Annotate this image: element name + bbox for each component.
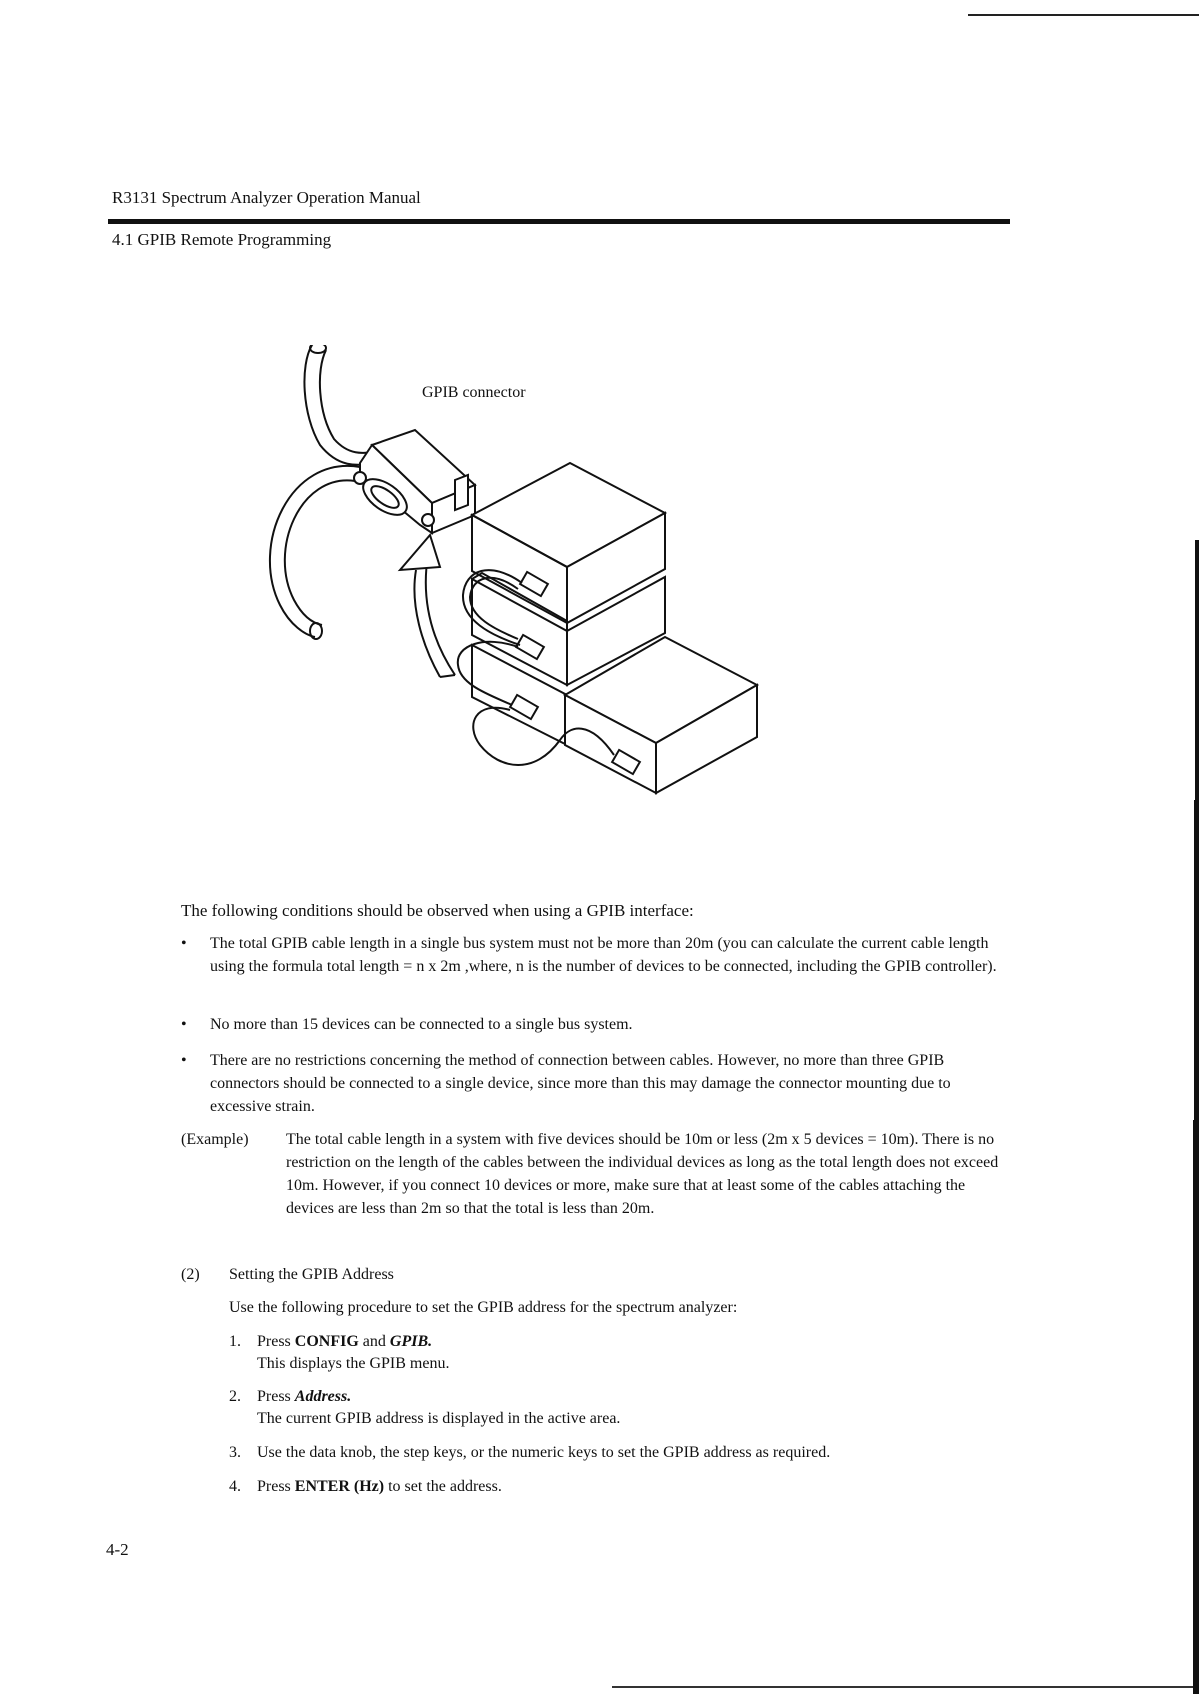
condition-bullet	[181, 1049, 1011, 1118]
step-detail: This displays the GPIB menu.	[257, 1355, 450, 1372]
gpib-connection-illustration	[260, 345, 830, 865]
step-number: 2.	[229, 1388, 241, 1405]
procedure-intro: Use the following procedure to set the GPIB address for the spectrum analyzer:	[229, 1299, 738, 1316]
bullet-text: There are no restrictions concerning the method of connection between cables. However, no more than three GPIB connectors should be connected to a single device, since more than this may damage the connector mounting due to excessive strain.	[210, 1052, 951, 1115]
step-text: and	[358, 1333, 390, 1350]
scan-edge-shadow	[1188, 0, 1199, 1694]
top-edge-rule	[968, 14, 1199, 16]
bullet-dot: •	[181, 1052, 187, 1069]
curved-arrow	[400, 535, 455, 677]
bullet-text: The total GPIB cable length in a single bus system must not be more than 20m (you can calculate the current cable length using the formula total length = n x 2m ,where, n is the number of devices to be connected, including the GPIB controller).	[210, 935, 997, 975]
step-number: 4.	[229, 1478, 241, 1495]
conditions-intro: The following conditions should be observed when using a GPIB interface:	[181, 901, 694, 920]
step-text: Press	[257, 1333, 295, 1350]
step-detail: The current GPIB address is displayed in the active area.	[257, 1410, 621, 1427]
condition-bullet	[181, 932, 1011, 978]
example-label: (Example)	[181, 1131, 249, 1148]
procedure-title: Setting the GPIB Address	[229, 1266, 394, 1283]
step-text: Use the data knob, the step keys, or the numeric keys to set the GPIB address as required.	[257, 1444, 831, 1461]
step-number: 3.	[229, 1444, 241, 1461]
step-number: 1.	[229, 1333, 241, 1350]
manual-title: R3131 Spectrum Analyzer Operation Manual	[112, 188, 421, 207]
example-block	[181, 1128, 1011, 1220]
key-config: CONFIG	[294, 1333, 359, 1350]
condition-bullet	[181, 1013, 1011, 1036]
procedure-step	[229, 1331, 1009, 1375]
page-number: 4-2	[106, 1540, 129, 1559]
example-text: The total cable length in a system with five devices should be 10m or less (2m x 5 devices = 10m). There is no restriction on the length of the cables between the individual devices as long as the total length does not exceed 10m. However, if you connect 10 devices or more, make sure that at least some of the cables attaching the devices are less than 2m so that the total is less than 20m.	[286, 1131, 999, 1217]
step-text: Press	[257, 1388, 295, 1405]
figure-label: GPIB connector	[422, 384, 526, 401]
procedure-step	[229, 1442, 1009, 1464]
bullet-dot: •	[181, 935, 187, 952]
header-rule	[108, 219, 1010, 224]
cable-top	[304, 345, 375, 465]
procedure-step	[229, 1386, 1009, 1430]
bullet-text: No more than 15 devices can be connected to a single bus system.	[210, 1016, 633, 1033]
section-title: 4.1 GPIB Remote Programming	[112, 230, 332, 249]
softkey-address: Address.	[294, 1388, 352, 1405]
bottom-edge-rule	[612, 1686, 1199, 1688]
bullet-dot: •	[181, 1016, 187, 1033]
step-text: to set the address.	[384, 1478, 502, 1495]
key-enter: ENTER (Hz)	[294, 1478, 385, 1495]
procedure-number: (2)	[181, 1266, 200, 1283]
step-text: Press	[257, 1478, 295, 1495]
softkey-gpib: GPIB.	[389, 1333, 433, 1350]
gpib-connector	[354, 430, 475, 533]
procedure-step	[229, 1476, 1009, 1498]
